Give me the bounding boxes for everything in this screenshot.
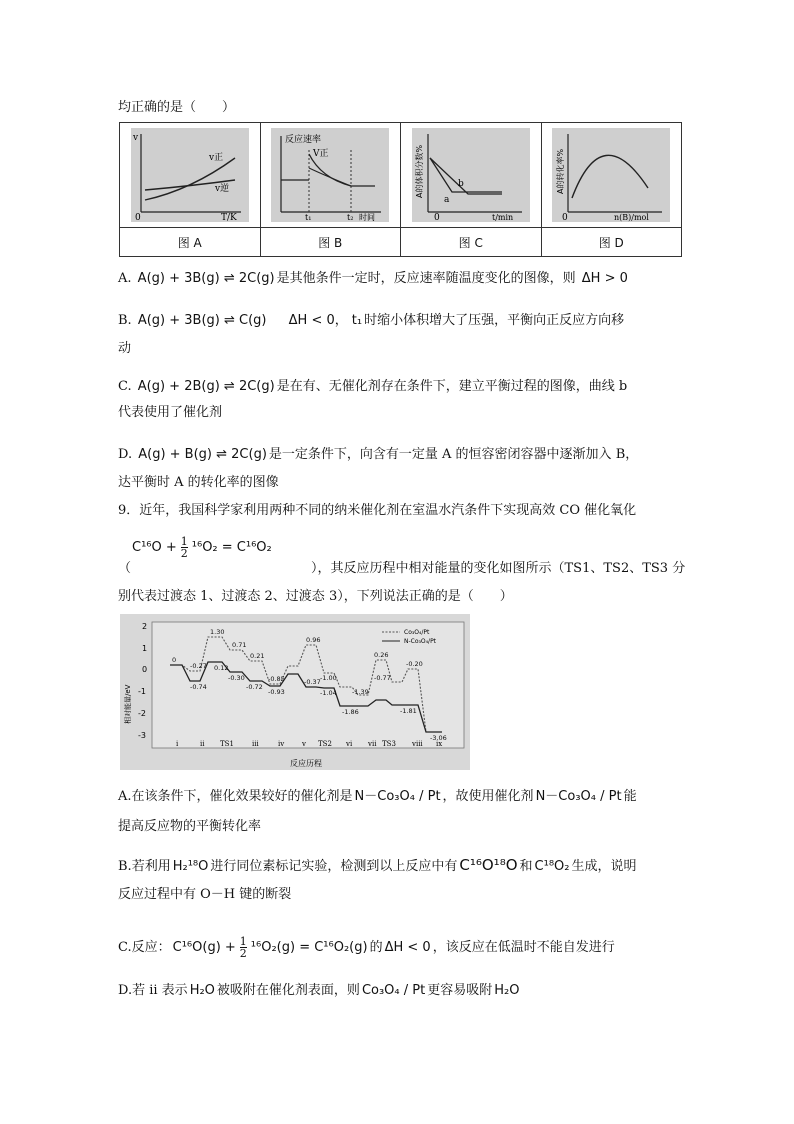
fig-a-label-fwd: v正 (208, 153, 223, 163)
value-label: -1.86 (342, 708, 359, 716)
q8-option-c-cont: 代表使用了催化剂 (118, 405, 223, 420)
figure-b-image (271, 128, 389, 222)
xtick: i (176, 740, 179, 748)
fig-c-ylabel: A的体积分数% (414, 144, 424, 198)
fig-d-ylabel: A的转化率% (556, 148, 566, 194)
q8-b-t1: t₁ (351, 313, 363, 328)
q9-option-a: A.在该条件下，催化效果较好的催化剂是 N－Co₃O₄ / Pt ，故使用催化剂 N－Co₃O₄ / Pt 能 (118, 789, 637, 804)
fig-a-xlabel: T/K (220, 213, 237, 222)
figure-b-caption: 图 B (260, 228, 401, 257)
ytick: 2 (142, 622, 148, 631)
q8-a-dh: ΔH > 0 (581, 271, 628, 286)
q8-b-formula: A(g) + 3B(g) ⇌ C(g) (137, 313, 267, 328)
figure-d-cell (541, 123, 682, 228)
q9-line1: 9．近年，我国科学家利用两种不同的纳米催化剂在室温水汽条件下实现高效 CO 催化氧化 (118, 503, 637, 518)
fig-c-xlabel: t/min (491, 213, 513, 222)
value-label: 0.96 (306, 636, 321, 644)
value-label: 0.26 (374, 651, 389, 659)
xtick: v (302, 740, 306, 748)
ytick: 1 (142, 644, 148, 653)
question-intro: 均正确的是（ ） (118, 100, 236, 115)
xtick: TS2 (318, 740, 332, 748)
figure-c-image (412, 128, 530, 222)
water-formula: H₂O (189, 983, 215, 998)
figure-c-caption: 图 C (401, 228, 542, 257)
xtick: TS1 (220, 740, 234, 748)
xtick: viii (412, 740, 423, 748)
q9-line3: 别代表过渡态 1、过渡态 2、过渡态 3），下列说法正确的是（ ） (118, 589, 513, 604)
fig-c-origin: 0 (433, 213, 440, 222)
q8-d-formula: A(g) + B(g) ⇌ 2C(g) (138, 447, 267, 462)
value-label: -0.93 (268, 688, 285, 696)
q8-option-b: B. A(g) + 3B(g) ⇌ C(g) ΔH < 0， t₁ 时缩小体积增大了压强，平衡向正反应方向移 (118, 313, 625, 328)
value-label: 0.12 (214, 664, 229, 672)
ytick: -2 (138, 709, 146, 718)
xtick: iv (278, 740, 285, 748)
fig-b-xlabel: 时间 (359, 213, 376, 222)
xtick: ii (200, 740, 205, 748)
q8-option-a: A. A(g) + 3B(g) ⇌ 2C(g) 是其他条件一定时，反应速率随温度变化的图像，则 ΔH > 0 (118, 271, 628, 286)
fig-a-label-rev: v逆 (214, 184, 229, 194)
fig-c-label-a: a (443, 195, 450, 205)
value-label: -0.77 (374, 674, 391, 682)
value-label: -0.20 (406, 660, 423, 668)
isotope-formula: C¹⁶O¹⁸O (459, 856, 518, 874)
chart-ylabel: 相对能量/eV (124, 684, 132, 724)
value-label: -0.30 (228, 674, 245, 682)
value-label: -0.74 (190, 683, 207, 691)
xtick: ix (436, 740, 443, 748)
q9-option-b-cont: 反应过程中有 O－H 键的断裂 (118, 887, 292, 902)
q8-option-c: C. A(g) + 2B(g) ⇌ 2C(g) 是在有、无催化剂存在条件下，建立平衡过程的图像，曲线 b (118, 379, 628, 394)
value-label: 1.30 (210, 628, 225, 636)
isotope-formula: C¹⁸O₂ (534, 859, 570, 874)
value-label: -1.81 (400, 707, 417, 715)
figure-a-caption: 图 A (120, 228, 261, 257)
value-label: -1.00 (320, 674, 337, 682)
value-label: -0.27 (190, 662, 207, 670)
water-formula: H₂O (494, 983, 520, 998)
xtick: iii (252, 740, 259, 748)
q8-c-formula: A(g) + 2B(g) ⇌ 2C(g) (137, 379, 275, 394)
q9-option-c: C.反应： C¹⁶O(g) + $\frac{1}{2}$ ¹⁶O₂(g) = C¹⁶O₂(g) 的 ΔH < 0 ，该反应在低温时不能自发进行 (118, 935, 615, 960)
isotope-formula: H₂¹⁸O (172, 859, 209, 874)
ytick: -3 (138, 731, 146, 740)
ytick: -1 (138, 687, 146, 696)
value-label: 0.21 (250, 652, 265, 660)
figure-d-image (552, 128, 670, 222)
q9-c-dh: ΔH < 0 (384, 940, 431, 955)
catalyst-formula: N－Co₃O₄ / Pt (535, 789, 622, 804)
fig-d-origin: 0 (562, 213, 568, 222)
value-label: -1.39 (352, 688, 369, 696)
y-ticks (138, 622, 147, 740)
value-label: 0.71 (232, 641, 247, 649)
fig-b-ylabel: 反应速率 (285, 135, 322, 145)
q8-b-dh: ΔH < 0， (288, 313, 348, 328)
fig-b-label-v: V正 (313, 149, 329, 159)
q8-option-b-cont: 动 (118, 341, 132, 356)
fig-a-origin: 0 (134, 213, 141, 222)
chart-xlabel: 反应历程 (290, 759, 322, 768)
legend-entry: Co₃O₄/Pt (404, 629, 430, 636)
q9-option-a-cont: 提高反应物的平衡转化率 (118, 819, 262, 834)
value-label: -0.85 (268, 675, 285, 683)
catalyst-formula: N－Co₃O₄ / Pt (354, 789, 441, 804)
q9-line2: （ ），其反应历程中相对能量的变化如图所示（TS1、TS2、TS3 分 (118, 561, 686, 576)
energy-chart-svg (120, 614, 470, 770)
value-label: -3.06 (430, 734, 447, 742)
figure-b-cell (260, 123, 401, 228)
q9-option-b: B.若利用 H₂¹⁸O 进行同位素标记实验，检测到以上反应中有 C¹⁶O¹⁸O 和 C¹⁸O₂ 生成，说明 (118, 856, 637, 874)
xtick: vi (346, 740, 353, 748)
figure-a-image (131, 128, 249, 222)
q8-a-formula: A(g) + 3B(g) ⇌ 2C(g) (137, 271, 275, 286)
xtick: vii (368, 740, 377, 748)
figure-a-cell (120, 123, 261, 228)
q8-option-d: D. A(g) + B(g) ⇌ 2C(g) 是一定条件下，向含有一定量 A 的恒容密闭容器中逐渐加入 B， (118, 447, 639, 462)
figure-c-cell (401, 123, 542, 228)
figure-d-caption: 图 D (541, 228, 682, 257)
fig-b-t2: t₂ (347, 213, 354, 222)
value-label: -0.72 (246, 683, 263, 691)
value-label: 0 (172, 656, 177, 664)
fig-b-t1: t₁ (305, 213, 312, 222)
q9-equation: C¹⁶O + $\frac{1}{2}$ ¹⁶O₂ = C¹⁶O₂ (132, 535, 272, 560)
figure-table (119, 122, 682, 257)
q9-option-d: D.若 ii 表示 H₂O 被吸附在催化剂表面，则 Co₃O₄ / Pt 更容易吸附 H₂O (118, 983, 520, 998)
catalyst-formula: Co₃O₄ / Pt (361, 983, 426, 998)
value-label: -0.37 (304, 678, 321, 686)
energy-profile-chart (120, 614, 470, 770)
fig-c-label-b: b (457, 179, 464, 189)
ytick: 0 (142, 665, 148, 674)
fig-a-ylabel: v (132, 133, 138, 143)
legend-entry: N-Co₃O₄/Pt (404, 638, 437, 645)
value-label: -1.04 (320, 689, 337, 697)
fig-d-xlabel: n(B)/mol (614, 213, 650, 222)
xtick: TS3 (382, 740, 396, 748)
q8-option-d-cont: 达平衡时 A 的转化率的图像 (118, 475, 279, 490)
